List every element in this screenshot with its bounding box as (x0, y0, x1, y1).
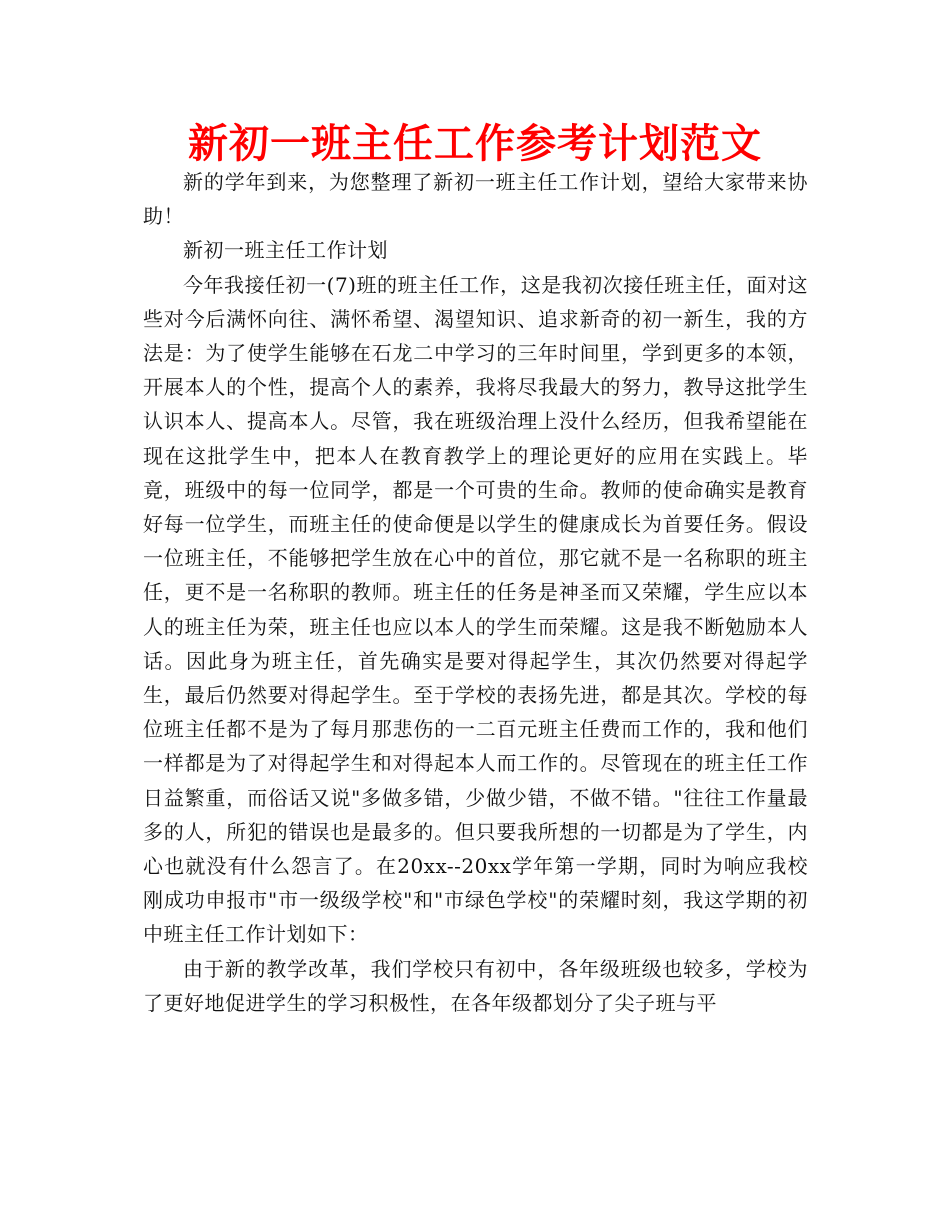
section-heading: 新初一班主任工作计划 (183, 238, 388, 263)
document-title: 新初一班主任工作参考计划范文 (188, 121, 762, 167)
body-paragraph: 今年我接任初一(7)班的班主任工作，这是我初次接任班主任，面对这些对今后满怀向往、满怀希望、渴望知识、追求新奇的初一新生，我的方法是：为了使学生能够在石龙二中学习的三年时间里，学到更多的本领，开展本人的个性，提高个人的素养，我将尽我最大的努力，教导这批学生认识本人、提高本人。尽管，我在班级治理上没什么经历，但我希望能在现在这批学生中，把本人在教育教学上的理论更好的应用在实践上。毕竟，班级中的每一位同学，都是一个可贵的生命。教师的使命确实是教育好每一位学生，而班主任的使命便是以学生的健康成长为首要任务。假设一位班主任，不能够把学生放在心中的首位，那它就不是一名称职的班主任，更不是一名称职的教师。班主任的任务是神圣而又荣耀，学生应以本人的班主任为荣，班主任也应以本人的学生而荣耀。这是我不断勉励本人话。因此身为班主任，首先确实是要对得起学生，其次仍然要对得起学生，最后仍然要对得起学生。至于学校的表扬先进，都是其次。学校的每位班主任都不是为了每月那悲伤的一二百元班主任费而工作的，我和他们一样都是为了对得起学生和对得起本人而工作的。尽管现在的班主任工作日益繁重，而俗话又说"多做多错，少做少错，不做不错。"往往工作量最多的人，所犯的错误也是最多的。但只要我所想的一切都是为了学生，内心也就没有什么怨言了。在20xx--20xx学年第一学期，同时为响应我校刚成功申报市"市一级级学校"和"市绿色学校"的荣耀时刻，我这学期的初中班主任工作计划如下： (143, 272, 808, 947)
intro-paragraph: 新的学年到来，为您整理了新初一班主任工作计划，望给大家带来协助！ (143, 170, 808, 229)
document-body (143, 165, 808, 1020)
body-paragraph: 由于新的教学改革，我们学校只有初中，各年级班级也较多，学校为了更好地促进学生的学习积极性，在各年级都划分了尖子班与平 (143, 956, 808, 1015)
